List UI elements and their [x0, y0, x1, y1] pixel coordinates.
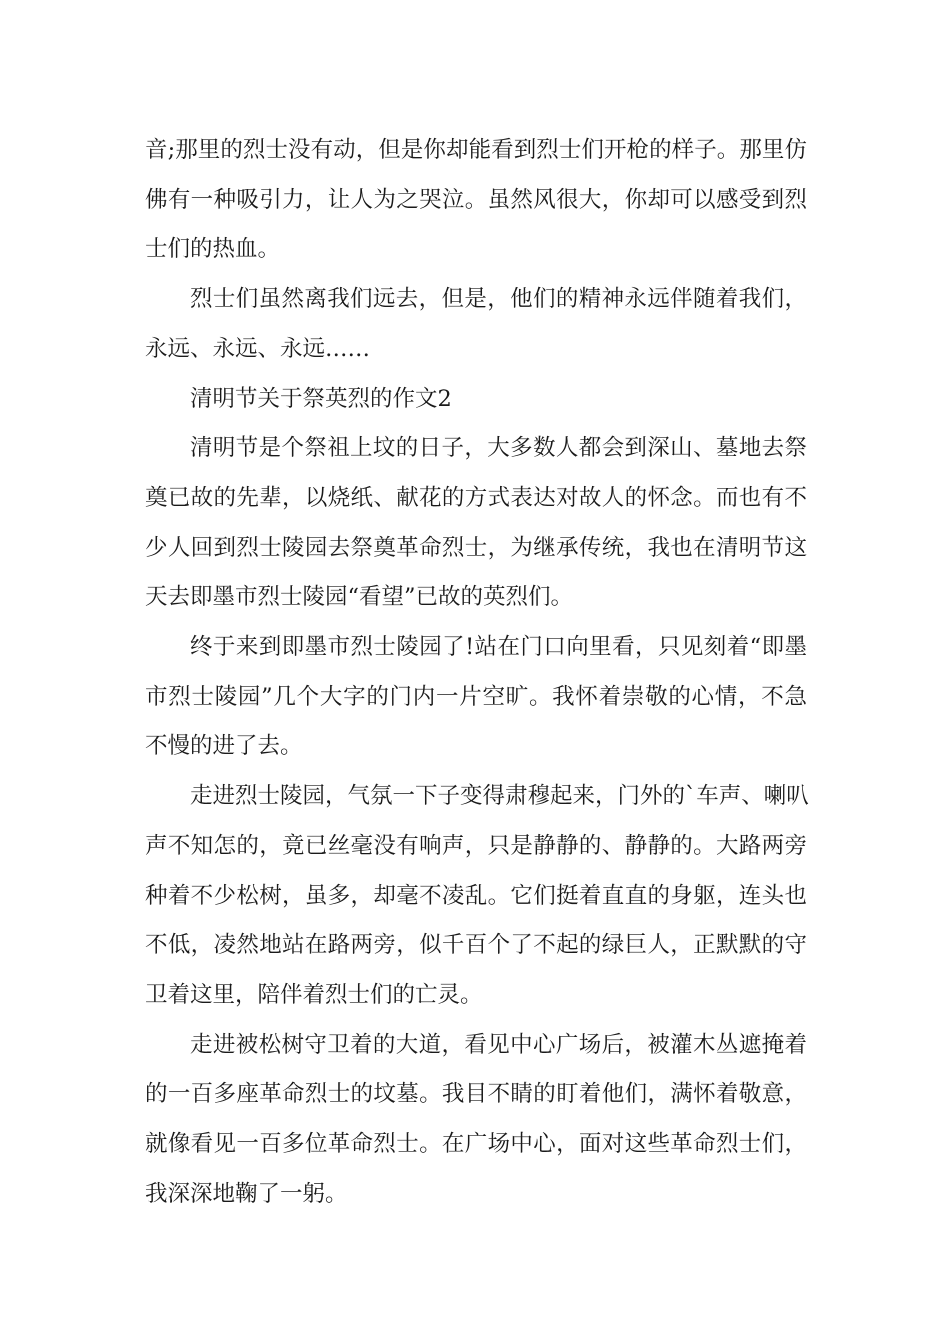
paragraph-7 — [145, 1021, 807, 1220]
text-line: 清明节是个祭祖上坟的日子，大多数人都会到深山、墓地去祭 — [190, 435, 807, 462]
text-line: 就像看见一百多位革命烈士。在广场中心，面对这些革命烈士们， — [145, 1131, 807, 1158]
text-line: 卫着这里，陪伴着烈士们的亡灵。 — [145, 981, 483, 1008]
text-line: 士们的热血。 — [145, 236, 281, 263]
body-text — [145, 126, 807, 1219]
text-line: 永远、永远、永远…… — [145, 335, 371, 362]
text-line: 市烈士陵园”几个大字的门内一片空旷。我怀着崇敬的心情，不急 — [145, 683, 807, 710]
paragraph-2 — [145, 275, 807, 374]
paragraph-6 — [145, 772, 807, 1021]
paragraph-4 — [145, 424, 807, 623]
text-line: 种着不少松树，虽多，却毫不凌乱。它们挺着直直的身躯，连头也 — [145, 882, 807, 909]
text-line: 的一百多座革命烈士的坟墓。我目不睛的盯着他们，满怀着敬意， — [145, 1081, 807, 1108]
text-line: 声不知怎的，竟已丝毫没有响声，只是静静的、静静的。大路两旁 — [145, 832, 807, 859]
text-line: 佛有一种吸引力，让人为之哭泣。虽然风很大，你却可以感受到烈 — [145, 186, 807, 213]
text-line: 不低，凌然地站在路两旁，似千百个了不起的绿巨人，正默默的守 — [145, 932, 807, 959]
text-line: 奠已故的先辈，以烧纸、献花的方式表达对故人的怀念。而也有不 — [145, 484, 807, 511]
section-heading — [145, 375, 807, 425]
text-line: 我深深地鞠了一躬。 — [145, 1180, 348, 1207]
text-line: 烈士们虽然离我们远去，但是，他们的精神永远伴随着我们， — [190, 286, 807, 313]
text-line: 天去即墨市烈士陵园“看望”已故的英烈们。 — [145, 584, 574, 611]
paragraph-5 — [145, 623, 807, 772]
text-line: 少人回到烈士陵园去祭奠革命烈士，为继承传统，我也在清明节这 — [145, 534, 807, 561]
text-line: 音;那里的烈士没有动，但是你却能看到烈士们开枪的样子。那里仿 — [145, 137, 807, 163]
text-line: 走进被松树守卫着的大道，看见中心广场后，被灌木丛遮掩着 — [190, 1031, 807, 1058]
text-line: 终于来到即墨市烈士陵园了!站在门口向里看，只见刻着“即墨 — [190, 634, 807, 661]
paragraph-1 — [145, 126, 807, 275]
text-line: 不慢的进了去。 — [145, 733, 303, 760]
text-line: 走进烈士陵园，气氛一下子变得肃穆起来，门外的`车声、喇叭 — [190, 783, 809, 810]
heading-text: 清明节关于祭英烈的作文2 — [190, 385, 452, 412]
